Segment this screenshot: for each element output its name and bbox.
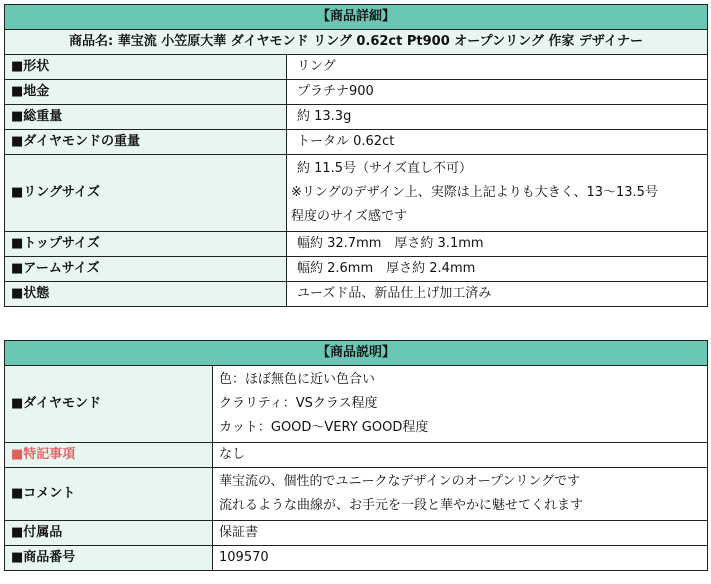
row-label-condition: ■状態	[5, 282, 287, 307]
row-label-total-weight: ■総重量	[5, 105, 287, 130]
table-row	[5, 105, 708, 130]
diamond-cut-line: カット：GOOD〜VERY GOOD程度	[219, 420, 429, 435]
row-value-condition: ユーズド品、新品仕上げ加工済み	[287, 282, 708, 307]
row-label-ring-size: ■リングサイズ	[5, 155, 287, 232]
table-row	[5, 546, 708, 571]
table-row	[5, 130, 708, 155]
row-value-total-weight: 約 13.3g	[287, 105, 708, 130]
ring-size-line-1: 約 11.5号（サイズ直し不可）	[297, 161, 473, 176]
row-label-arm-size: ■アームサイズ	[5, 257, 287, 282]
detail-header: 【商品詳細】	[5, 5, 708, 30]
product-description-table	[4, 340, 708, 571]
row-value-metal: プラチナ900	[287, 80, 708, 105]
comment-line-1: 華宝流の、個性的でユニークなデザインのオープンリングです	[219, 474, 581, 489]
row-value-ring-size	[287, 155, 708, 232]
row-label-product-number: ■商品番号	[5, 546, 213, 571]
table-row	[5, 257, 708, 282]
row-label-metal: ■地金	[5, 80, 287, 105]
table-row	[5, 80, 708, 105]
table-row	[5, 366, 708, 443]
row-label-shape: ■形状	[5, 55, 287, 80]
row-value-special-notes: なし	[213, 443, 708, 468]
row-value-diamond	[213, 366, 708, 443]
row-value-arm-size: 幅約 2.6mm 厚さ約 2.4mm	[287, 257, 708, 282]
row-label-comment: ■コメント	[5, 468, 213, 521]
diamond-clarity-line: クラリティ：VSクラス程度	[219, 396, 378, 411]
table-row	[5, 232, 708, 257]
product-name: 商品名: 華宝流 小笠原大華 ダイヤモンド リング 0.62ct Pt900 オープンリング 作家 デザイナー	[5, 30, 708, 55]
row-label-diamond-weight: ■ダイヤモンドの重量	[5, 130, 287, 155]
comment-line-2: 流れるような曲線が、お手元を一段と華やかに魅せてくれます	[219, 498, 584, 513]
table-row	[5, 155, 708, 232]
row-value-diamond-weight: トータル 0.62ct	[287, 130, 708, 155]
row-label-special-notes: ■特記事項	[5, 443, 213, 468]
table-row	[5, 443, 708, 468]
row-value-top-size: 幅約 32.7mm 厚さ約 3.1mm	[287, 232, 708, 257]
description-header: 【商品説明】	[5, 341, 708, 366]
product-detail-table	[4, 4, 708, 307]
table-row	[5, 282, 708, 307]
row-label-accessories: ■付属品	[5, 521, 213, 546]
row-label-top-size: ■トップサイズ	[5, 232, 287, 257]
row-value-comment	[213, 468, 708, 521]
detail-header-row	[5, 5, 708, 30]
row-value-accessories: 保証書	[213, 521, 708, 546]
ring-size-line-3: 程度のサイズ感です	[291, 209, 407, 224]
table-row	[5, 55, 708, 80]
ring-size-line-2: ※リングのデザイン上、実際は上記よりも大きく、13〜13.5号	[291, 185, 658, 200]
product-name-row	[5, 30, 708, 55]
row-value-shape: リング	[287, 55, 708, 80]
row-label-diamond: ■ダイヤモンド	[5, 366, 213, 443]
row-value-product-number: 109570	[213, 546, 708, 571]
table-row	[5, 468, 708, 521]
description-header-row	[5, 341, 708, 366]
table-row	[5, 521, 708, 546]
diamond-color-line: 色：ほぼ無色に近い色合い	[219, 372, 376, 387]
